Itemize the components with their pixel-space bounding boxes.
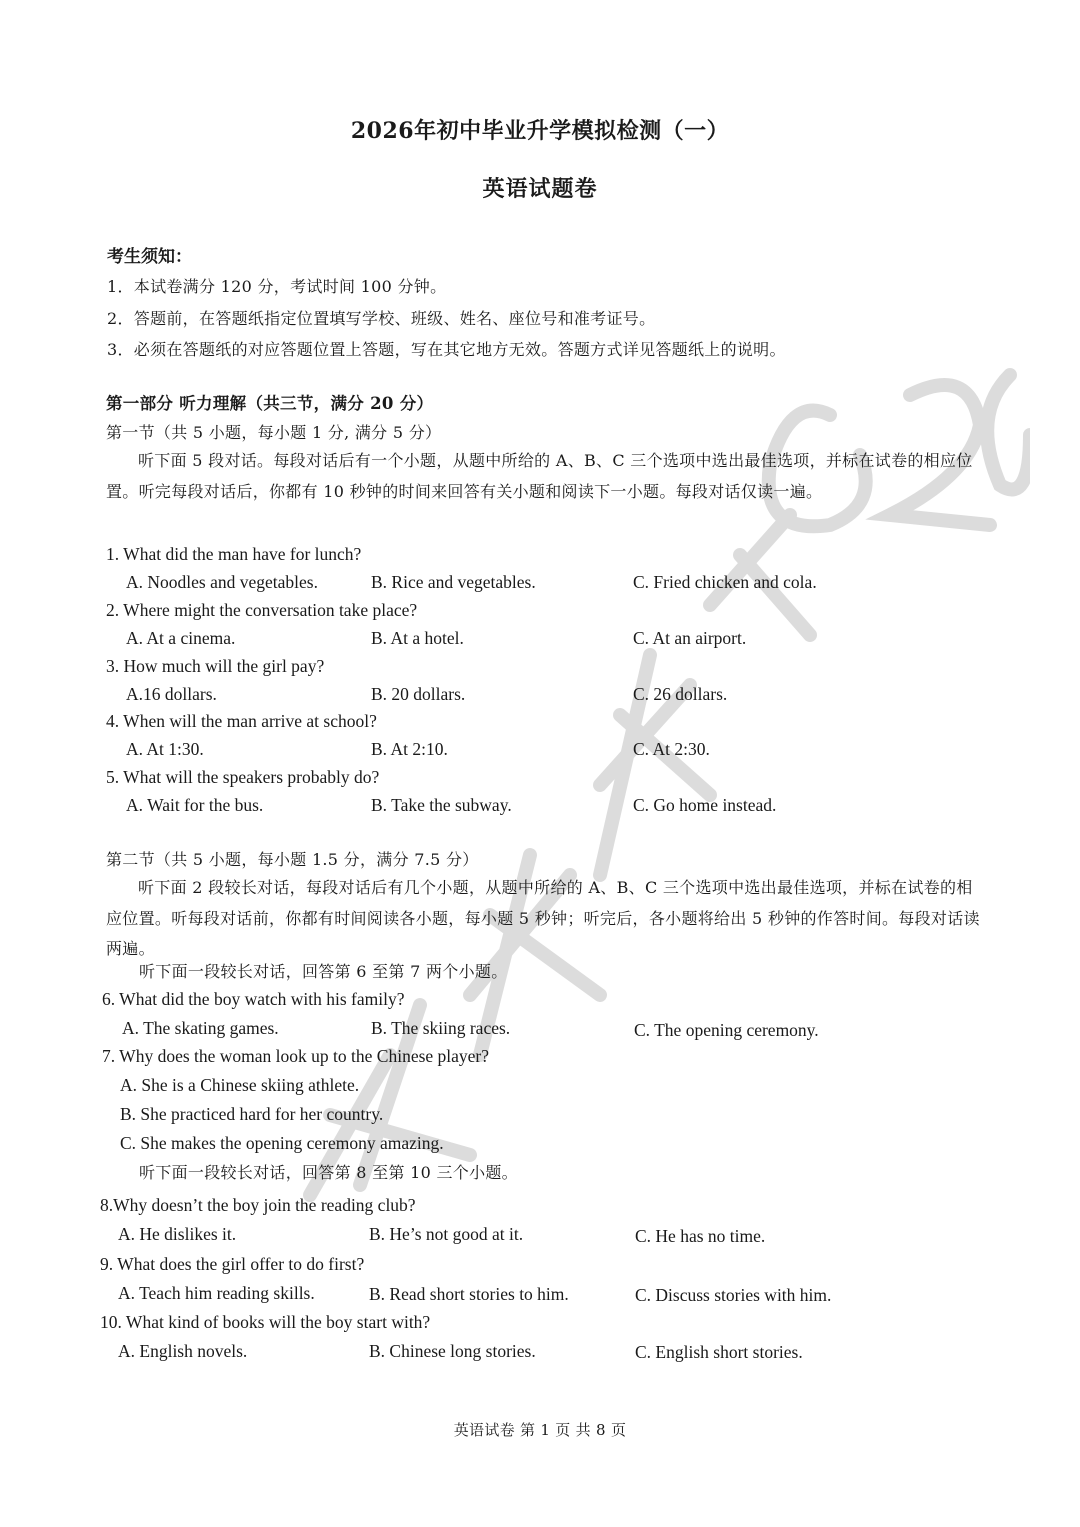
option-b: B. She practiced hard for her country. bbox=[120, 1104, 384, 1124]
question-stem: 2. Where might the conversation take place? bbox=[106, 600, 418, 620]
option-b: B. Read short stories to him. bbox=[369, 1284, 569, 1304]
section2-instructions: 听下面 2 段较长对话，每段对话后有几个小题，从题中所给的 A、B、C 三个选项中选出最佳选项，并标在试卷的相应位置。听每段对话前，你都有时间阅读各小题，每小题 5 秒钟；听完后，各小题将给出 5 秒钟的作答时间。每段对话读两遍。 bbox=[106, 878, 980, 958]
group2-instructions: 听下面一段较长对话，回答第 8 至第 10 三个小题。 bbox=[139, 1163, 518, 1182]
option-b: B. Chinese long stories. bbox=[369, 1341, 536, 1361]
question-stem: 10. What kind of books will the boy start with? bbox=[100, 1312, 431, 1332]
notice-heading: 考生须知： bbox=[107, 247, 192, 267]
section1-instructions: 听下面 5 段对话。每段对话后有一个小题，从题中所给的 A、B、C 三个选项中选出最佳选项，并标在试卷的相应位置。听完每段对话后，你都有 10 秒钟的时间来回答有关小题和阅读下一小题。每段对话仅读一遍。 bbox=[106, 451, 973, 501]
option-c: C. Discuss stories with him. bbox=[635, 1285, 832, 1305]
option-a: A. Teach him reading skills. bbox=[118, 1283, 315, 1303]
option-a: A. English novels. bbox=[118, 1341, 248, 1361]
option-c: C. Go home instead. bbox=[633, 795, 777, 815]
option-c: C. 26 dollars. bbox=[633, 684, 728, 704]
option-b: B. Rice and vegetables. bbox=[371, 572, 536, 592]
part1-heading: 第一部分 听力理解（共三节，满分 20 分） bbox=[106, 394, 434, 413]
notice-item: 1．本试卷满分 120 分，考试时间 100 分钟。 bbox=[107, 277, 447, 296]
question-stem: 8.Why doesn’t the boy join the reading club? bbox=[100, 1195, 416, 1215]
option-b: B. Take the subway. bbox=[371, 795, 512, 815]
question-stem: 4. When will the man arrive at school? bbox=[106, 711, 377, 731]
section2-heading: 第二节（共 5 小题，每小题 1.5 分，满分 7.5 分） bbox=[106, 850, 479, 869]
option-a: A. She is a Chinese skiing athlete. bbox=[120, 1075, 360, 1095]
option-c: C. At an airport. bbox=[633, 628, 747, 648]
option-c: C. He has no time. bbox=[635, 1226, 766, 1246]
question-stem: 3. How much will the girl pay? bbox=[106, 656, 325, 676]
option-c: C. She makes the opening ceremony amazing. bbox=[120, 1133, 444, 1153]
option-a: A. Wait for the bus. bbox=[126, 795, 264, 815]
page-footer: 英语试卷 第 1 页 共 8 页 bbox=[453, 1421, 627, 1439]
question-stem: 5. What will the speakers probably do? bbox=[106, 767, 380, 787]
option-a: A. He dislikes it. bbox=[118, 1224, 237, 1244]
notice-item: 2．答题前，在答题纸指定位置填写学校、班级、姓名、座位号和准考证号。 bbox=[107, 309, 656, 328]
question-stem: 1. What did the man have for lunch? bbox=[106, 544, 362, 564]
option-a: A. At 1:30. bbox=[126, 739, 204, 759]
section1-heading: 第一节（共 5 小题，每小题 1 分, 满分 5 分） bbox=[106, 423, 442, 442]
option-b: B. The skiing races. bbox=[371, 1018, 511, 1038]
exam-subtitle: 英语试题卷 bbox=[482, 176, 598, 202]
option-a: A. At a cinema. bbox=[126, 628, 236, 648]
exam-title: 2026年初中毕业升学模拟检测（一） bbox=[350, 118, 730, 144]
notice-item: 3．必须在答题纸的对应答题位置上答题，写在其它地方无效。答题方式详见答题纸上的说明。 bbox=[107, 340, 786, 359]
option-b: B. He’s not good at it. bbox=[369, 1224, 524, 1244]
option-c: C. Fried chicken and cola. bbox=[633, 572, 817, 592]
group1-instructions: 听下面一段较长对话，回答第 6 至第 7 两个小题。 bbox=[139, 962, 508, 981]
option-a: A. The skating games. bbox=[122, 1018, 279, 1038]
option-c: C. English short stories. bbox=[635, 1342, 803, 1362]
question-stem: 6. What did the boy watch with his family? bbox=[102, 989, 405, 1009]
option-b: B. 20 dollars. bbox=[371, 684, 466, 704]
question-stem: 7. Why does the woman look up to the Chinese player? bbox=[102, 1046, 490, 1066]
option-c: C. At 2:30. bbox=[633, 739, 710, 759]
question-stem: 9. What does the girl offer to do first? bbox=[100, 1254, 365, 1274]
option-a: A. Noodles and vegetables. bbox=[126, 572, 318, 592]
option-a: A.16 dollars. bbox=[126, 684, 217, 704]
option-b: B. At 2:10. bbox=[371, 739, 448, 759]
option-b: B. At a hotel. bbox=[371, 628, 464, 648]
option-c: C. The opening ceremony. bbox=[634, 1020, 819, 1040]
